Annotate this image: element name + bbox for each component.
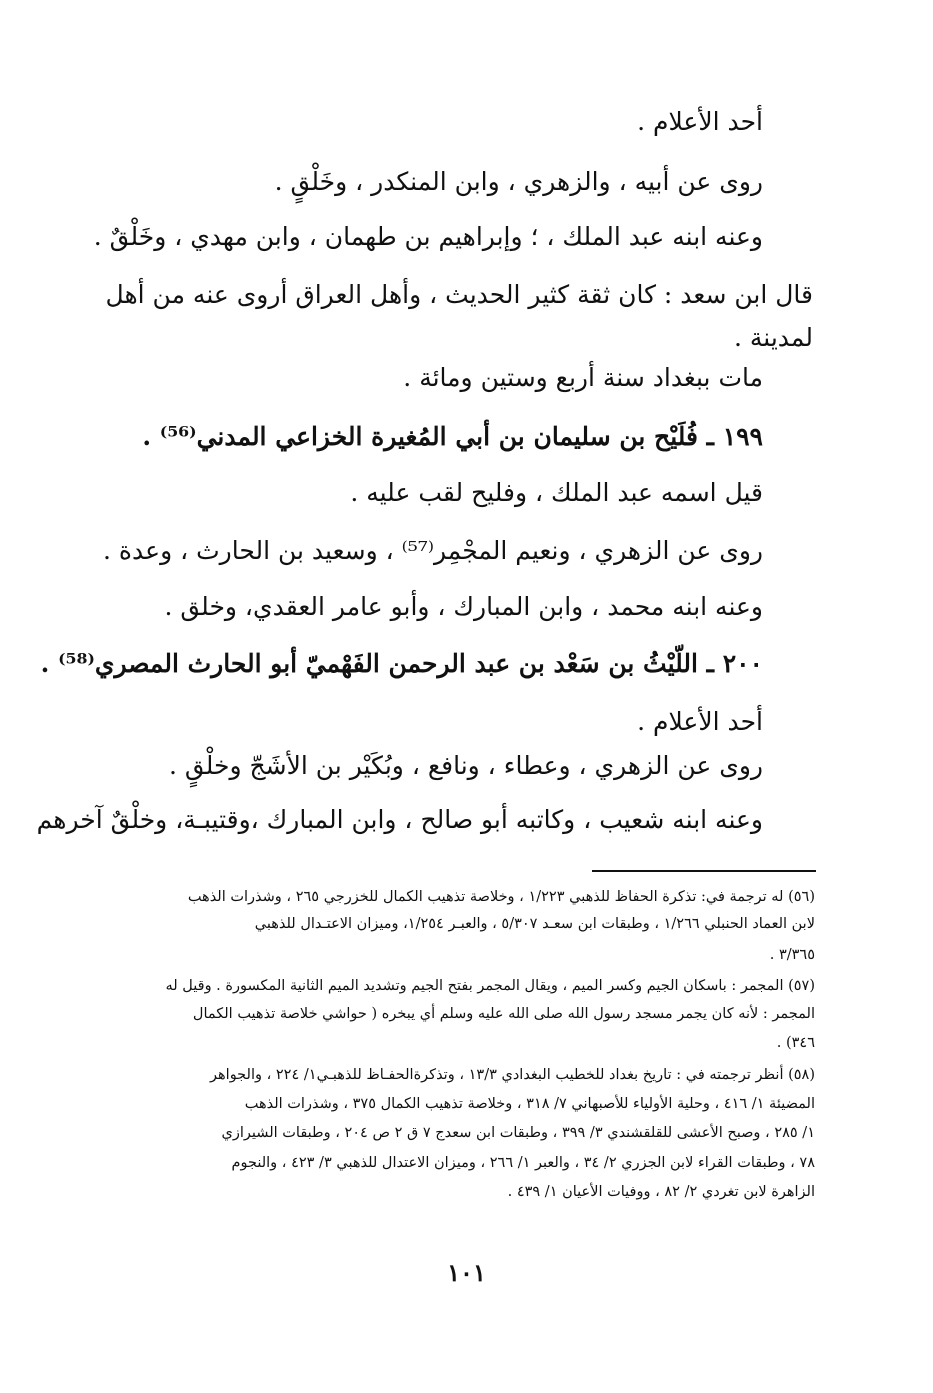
body-line: لمدينة . (734, 323, 813, 352)
footnote-separator (592, 870, 816, 872)
body-line: وعنه ابنه محمد ، وابن المبارك ، وأبو عامر العقدي، وخلق . (164, 592, 763, 621)
footnote-line: المجمر : لأنه كان يجمر مسجد رسول الله صلى الله عليه وسلم أي يبخره ( حواشي خلاصة تذهيب الكمال (192, 1006, 815, 1022)
body-line: روى عن أبيه ، والزهري ، وابن المنكدر ، وخَلْقٍ . (274, 167, 763, 196)
footnote-line: الزاهرة لابن تغردي ٢/ ٨٢ ، ووفيات الأعيان ١/ ٤٣٩ . (507, 1184, 815, 1200)
footnote-line: ٧٨ ، وطبقات القراء لابن الجزري ٢/ ٣٤ ، والعبر ١/ ٢٦٦ ، وميزان الاعتدال للذهبي ٣/ ٤٢٣ ، والنجوم (231, 1155, 815, 1171)
body-line: أحد الأعلام . (637, 707, 763, 736)
footnote-line: ١/ ٢٨٥ ، وصبح الأعشى للقلقشندي ٣/ ٣٩٩ ، وطبقات ابن سعدج ٧ ق ٢ ص ٢٠٤ ، وطبقات الشيرازي (221, 1125, 815, 1141)
footnote-line: المضيئة ١/ ٤١٦ ، وحلية الأولياء للأصبهاني ٧/ ٣١٨ ، وخلاصة تذهيب الكمال ٣٧٥ ، وشذرات الذهب (244, 1096, 815, 1112)
entry-heading-199: ١٩٩ ـ فُلَيْح بن سليمان بن أبي المُغيرة الخزاعي المدني⁽⁵⁶⁾ . (142, 422, 763, 451)
body-line: قال ابن سعد : كان ثقة كثير الحديث ، وأهل العراق أروى عنه من أهل (105, 280, 813, 309)
entry-heading-200: ٢٠٠ ـ اللّيْثُ بن سَعْد بن عبد الرحمن الفَهْميّ أبو الحارث المصري⁽⁵⁸⁾ . (40, 649, 763, 678)
body-line: وعنه ابنه عبد الملك ، ؛ وإبراهيم بن طهمان ، وابن مهدي ، وخَلْقٌ . (93, 222, 763, 251)
footnote-line: لابن العماد الحنبلي ١/٢٦٦ ، وطبقات ابن سعـد ٥/٣٠٧ ، والعبـر ١/٢٥٤، وميزان الاعتـدال للذهبي (254, 916, 815, 932)
footnote-line: (٥٦) له ترجمة في: تذكرة الحفاظ للذهبي ١/٢٢٣ ، وخلاصة تذهيب الكمال للخزرجي ٢٦٥ ، وشذرات الذهب (187, 889, 815, 905)
footnote-line: (٥٨) أنظر ترجمته في : تاريخ بغداد للخطيب البغدادي ١٣/٣ ، وتذكرةالحفـاظ للذهبـي١/ ٢٢٤ ، والجواهر (210, 1067, 815, 1083)
footnote-line: (٥٧) المجمر : باسكان الجيم وكسر الميم ، ويقال المجمر بفتح الجيم وتشديد الميم الثانية المكسورة . وقيل له (165, 978, 815, 994)
page-number: ١٠١ (447, 1258, 486, 1287)
body-line: قيل اسمه عبد الملك ، وفليح لقب عليه . (350, 478, 763, 507)
body-line: مات ببغداد سنة أربع وستين ومائة . (403, 363, 763, 392)
body-line: أحد الأعلام . (637, 107, 763, 136)
body-line: روى عن الزهري ، ونعيم المجْمِر⁽⁵⁷⁾ ، وسعيد بن الحارث ، وعدة . (103, 536, 763, 565)
body-line: روى عن الزهري ، وعطاء ، ونافع ، وبُكَيْر بن الأشَجّ وخلْقٍ . (169, 751, 763, 780)
footnote-line: ٣٤٦) . (776, 1035, 815, 1051)
body-line: وعنه ابنه شعيب ، وكاتبه أبو صالح ، وابن المبارك ،وقتيبـة، وخلْقٌ آخرهم (36, 805, 763, 834)
footnote-line: ٣/٣٦٥ . (769, 947, 815, 963)
